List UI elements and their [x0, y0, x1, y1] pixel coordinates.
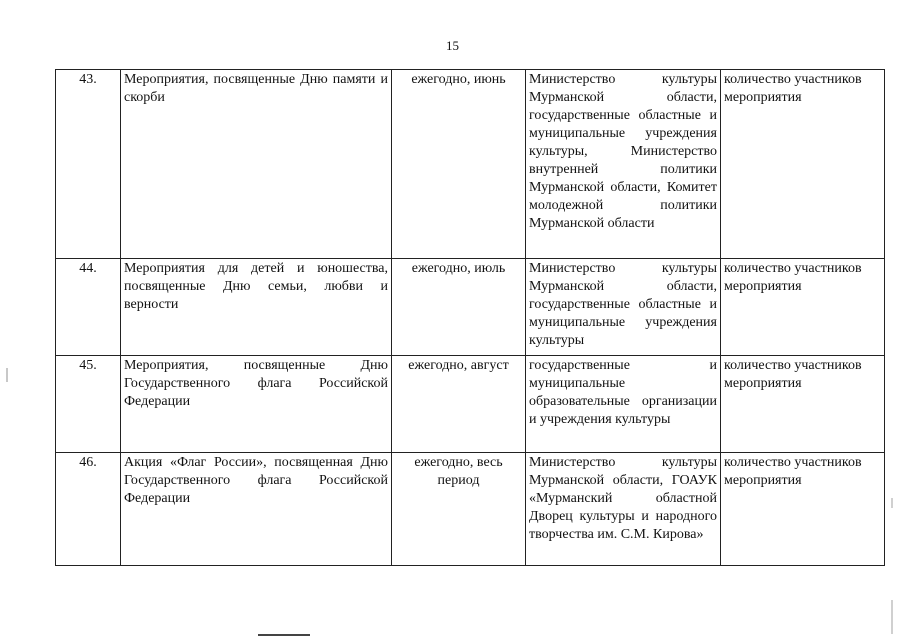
event-indicator: количество участников мероприятия: [721, 70, 885, 259]
event-indicator: количество участников мероприятия: [721, 259, 885, 356]
scan-edge-mark: [891, 600, 893, 634]
page-number: 15: [446, 38, 459, 53]
event-executors: Министерство культуры Мурманской области, государственные областные и муниципальные учреждения культуры, Министерство внутренней политики Мурманской области, Комитет молодежной политики Мурманской области: [526, 70, 721, 259]
event-executors: Министерство культуры Мурманской области, ГОАУК «Мурманский областной Дворец культуры и народного творчества им. С.М. Кирова»: [526, 453, 721, 566]
row-number: 45.: [56, 356, 121, 453]
table-row: [56, 259, 885, 356]
table-row: [56, 70, 885, 259]
event-name: Мероприятия для детей и юношества, посвященные Дню семьи, любви и верности: [121, 259, 392, 356]
table-row: [56, 356, 885, 453]
event-period: ежегодно, август: [392, 356, 526, 453]
event-executors: Министерство культуры Мурманской области, государственные областные и муниципальные учреждения культуры: [526, 259, 721, 356]
scan-edge-mark: [891, 498, 893, 508]
event-indicator: количество участников мероприятия: [721, 356, 885, 453]
event-name: Акция «Флаг России», посвященная Дню Государственного флага Российской Федерации: [121, 453, 392, 566]
events-table: [55, 69, 885, 566]
row-number: 46.: [56, 453, 121, 566]
event-executors: государственные и муниципальные образовательные организации и учреждения культуры: [526, 356, 721, 453]
row-number: 43.: [56, 70, 121, 259]
event-name: Мероприятия, посвященные Дню Государственного флага Российской Федерации: [121, 356, 392, 453]
event-name: Мероприятия, посвященные Дню памяти и скорби: [121, 70, 392, 259]
scan-footer-line: [258, 634, 310, 636]
table-row: [56, 453, 885, 566]
event-period: ежегодно, весь период: [392, 453, 526, 566]
event-period: ежегодно, июль: [392, 259, 526, 356]
row-number: 44.: [56, 259, 121, 356]
event-indicator: количество участников мероприятия: [721, 453, 885, 566]
scan-edge-mark: [6, 368, 8, 382]
event-period: ежегодно, июнь: [392, 70, 526, 259]
